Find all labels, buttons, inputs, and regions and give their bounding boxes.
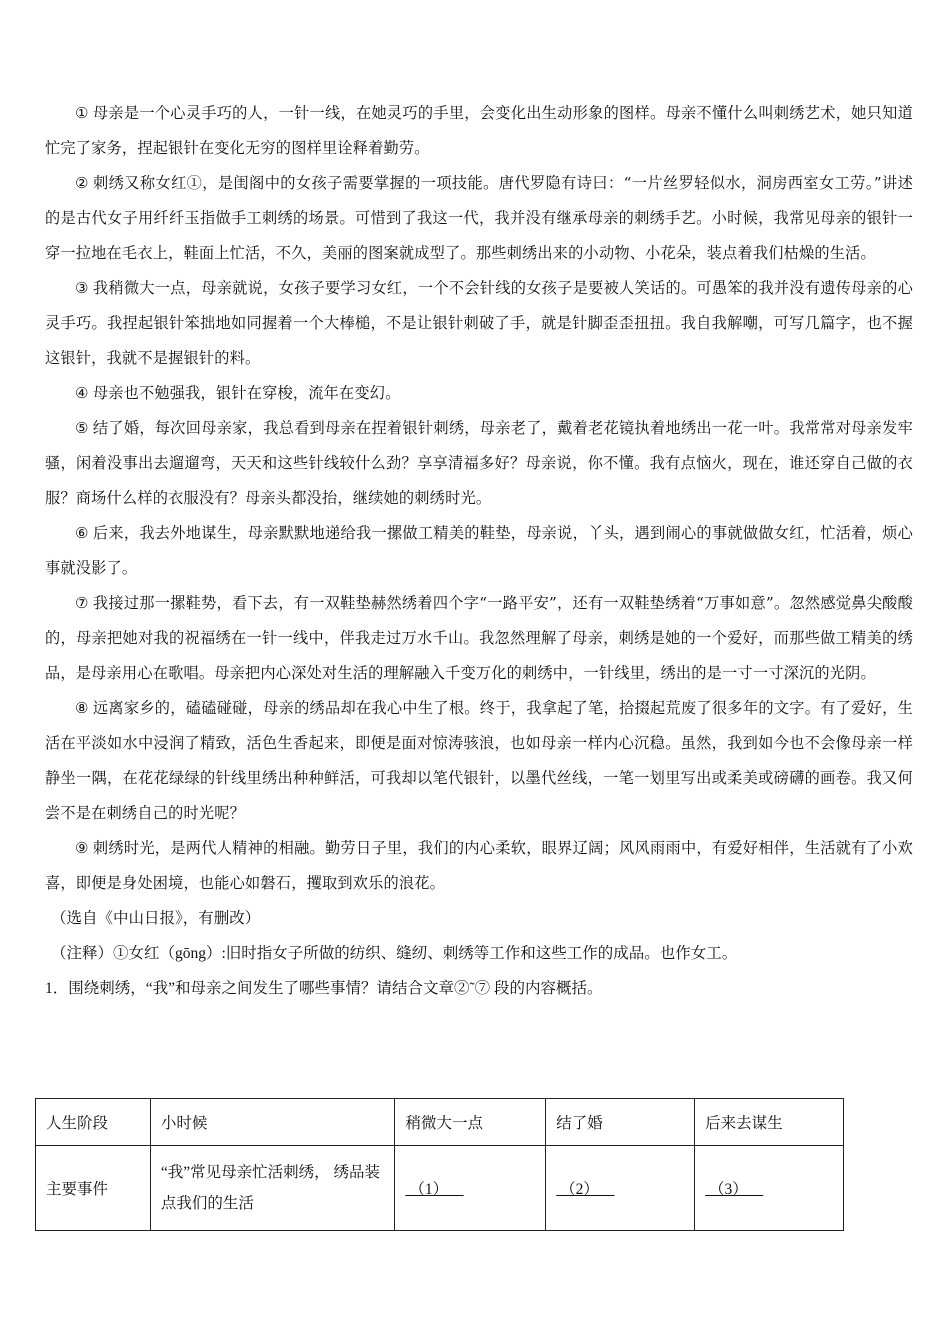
paragraph-3 — [45, 271, 913, 376]
paragraph-8 — [45, 691, 913, 831]
paragraph-number: ⑨ — [75, 839, 89, 857]
header-married: 结了婚 — [546, 1099, 695, 1146]
article-body — [45, 96, 913, 1006]
question-1: 1．围绕刺绣，“我”和母亲之间发生了哪些事情？请结合文章②˜⑦ 段的内容概括。 — [45, 980, 603, 997]
header-childhood: 小时候 — [150, 1099, 395, 1146]
header-older: 稍微大一点 — [395, 1099, 546, 1146]
answer-cell-1 — [395, 1146, 546, 1231]
paragraph-text: 刺绣又称女红①，是闺阁中的女孩子需要掌握的一项技能。唐代罗隐有诗曰：“一片丝罗轻似水，洞房西室女工劳。”讲述的是古代女子用纤纤玉指做手工刺绣的场景。可惜到了我这一代，我并没有继承母亲的刺绣手艺。小时候，我常见母亲的银针一穿一拉地在毛衣上，鞋面上忙活，不久，美丽的图案就成型了。那些刺绣出来的小动物、小花朵，装点着我们枯燥的生活。 — [45, 174, 913, 262]
paragraph-text: 母亲也不勉强我，银针在穿梭，流年在变幻。 — [92, 384, 401, 402]
paragraph-1 — [45, 96, 913, 166]
answer-blank-2[interactable]: （2） — [556, 1181, 615, 1198]
paragraph-5 — [45, 411, 913, 516]
source-citation: （选自《中山日报》，有删改） — [51, 910, 261, 927]
paragraph-4 — [45, 376, 913, 411]
answer-cell-2 — [546, 1146, 695, 1231]
paragraph-number: ⑧ — [75, 699, 89, 717]
paragraph-text: 结了婚，每次回母亲家，我总看到母亲在捏着银针刺绣，母亲老了，戴着老花镜执着地绣出一花一叶。我常常对母亲发牢骚，闲着没事出去遛遛弯，天天和这些针线较什么劲？享享清福多好？母亲说，你不懂。我有点恼火，现在，谁还穿自己做的衣服？商场什么样的衣服没有？母亲头都没抬，继续她的刺绣时光。 — [45, 419, 913, 507]
paragraph-number: ④ — [75, 384, 89, 402]
paragraph-text: 后来，我去外地谋生，母亲默默地递给我一摞做工精美的鞋垫，母亲说，丫头，遇到闹心的事就做做女红，忙活着，烦心事就没影了。 — [45, 524, 913, 577]
childhood-event-cell — [150, 1146, 395, 1231]
paragraph-number: ⑤ — [75, 419, 89, 437]
answer-blank-1[interactable]: （1） — [405, 1181, 464, 1198]
paragraph-number: ⑥ — [75, 524, 89, 542]
paragraph-text: 我接过那一摞鞋势，看下去，有一双鞋垫赫然绣着四个字“一路平安”，还有一双鞋垫绣着“万事如意”。忽然感觉鼻尖酸酸的，母亲把她对我的祝福绣在一针一线中，伴我走过万水千山。我忽然理解了母亲，刺绣是她的一个爱好，而那些做工精美的绣品，是母亲用心在歌唱。母亲把内心深处对生活的理解融入千变万化的刺绣中，一针线里，绣出的是一寸一寸深沉的光阴。 — [45, 594, 913, 682]
paragraph-9 — [45, 831, 913, 901]
header-work-away: 后来去谋生 — [695, 1099, 844, 1146]
row-label: 主要事件 — [36, 1146, 151, 1231]
paragraph-number: ⑦ — [75, 594, 89, 612]
paragraph-2 — [45, 166, 913, 271]
paragraph-text: 远离家乡的，磕磕碰碰，母亲的绣品却在我心中生了根。终于，我拿起了笔，拾掇起荒废了很多年的文字。有了爱好，生活在平淡如水中浸润了精致，活色生香起来，即便是面对惊涛骇浪，也如母亲一样内心沉稳。虽然，我到如今也不会像母亲一样静坐一隅，在花花绿绿的针线里绣出种种鲜活，可我却以笔代银针，以墨代丝线，一笔一划里写出或柔美或磅礴的画卷。我又何尝不是在刺绣自己的时光呢？ — [45, 699, 913, 822]
table-row — [36, 1146, 844, 1231]
paragraph-7 — [45, 586, 913, 691]
table-header-row — [36, 1099, 844, 1146]
events-table — [35, 1098, 844, 1231]
paragraph-6 — [45, 516, 913, 586]
paragraph-number: ① — [75, 104, 89, 122]
answer-cell-3 — [695, 1146, 844, 1231]
annotation-note: （注释）①女红（gōng）:旧时指女子所做的纺织、缝纫、刺绣等工作和这些工作的成品。也作女工。 — [51, 945, 738, 962]
paragraph-text: 刺绣时光，是两代人精神的相融。勤劳日子里，我们的内心柔软，眼界辽阔；风风雨雨中，有爱好相伴，生活就有了小欢喜，即便是身处困境，也能心如磐石，攫取到欢乐的浪花。 — [45, 839, 913, 892]
paragraph-text: 母亲是一个心灵手巧的人，一针一线，在她灵巧的手里，会变化出生动形象的图样。母亲不懂什么叫刺绣艺术，她只知道忙完了家务，捏起银针在变化无穷的图样里诠释着勤劳。 — [45, 104, 913, 157]
childhood-event-text: “我”常见母亲忙活刺绣， 绣品装点我们的生活 — [160, 1164, 380, 1212]
header-stage: 人生阶段 — [36, 1099, 151, 1146]
paragraph-number: ③ — [75, 279, 89, 297]
paragraph-number: ② — [75, 174, 90, 192]
paragraph-text: 我稍微大一点，母亲就说，女孩子要学习女红，一个不会针线的女孩子是要被人笑话的。可愚笨的我并没有遗传母亲的心灵手巧。我捏起银针笨拙地如同握着一个大棒槌，不是让银针刺破了手，就是针脚歪歪扭扭。我自我解嘲，可写几篇字，也不握这银针，我就不是握银针的料。 — [45, 279, 913, 367]
answer-blank-3[interactable]: （3） — [705, 1181, 764, 1198]
